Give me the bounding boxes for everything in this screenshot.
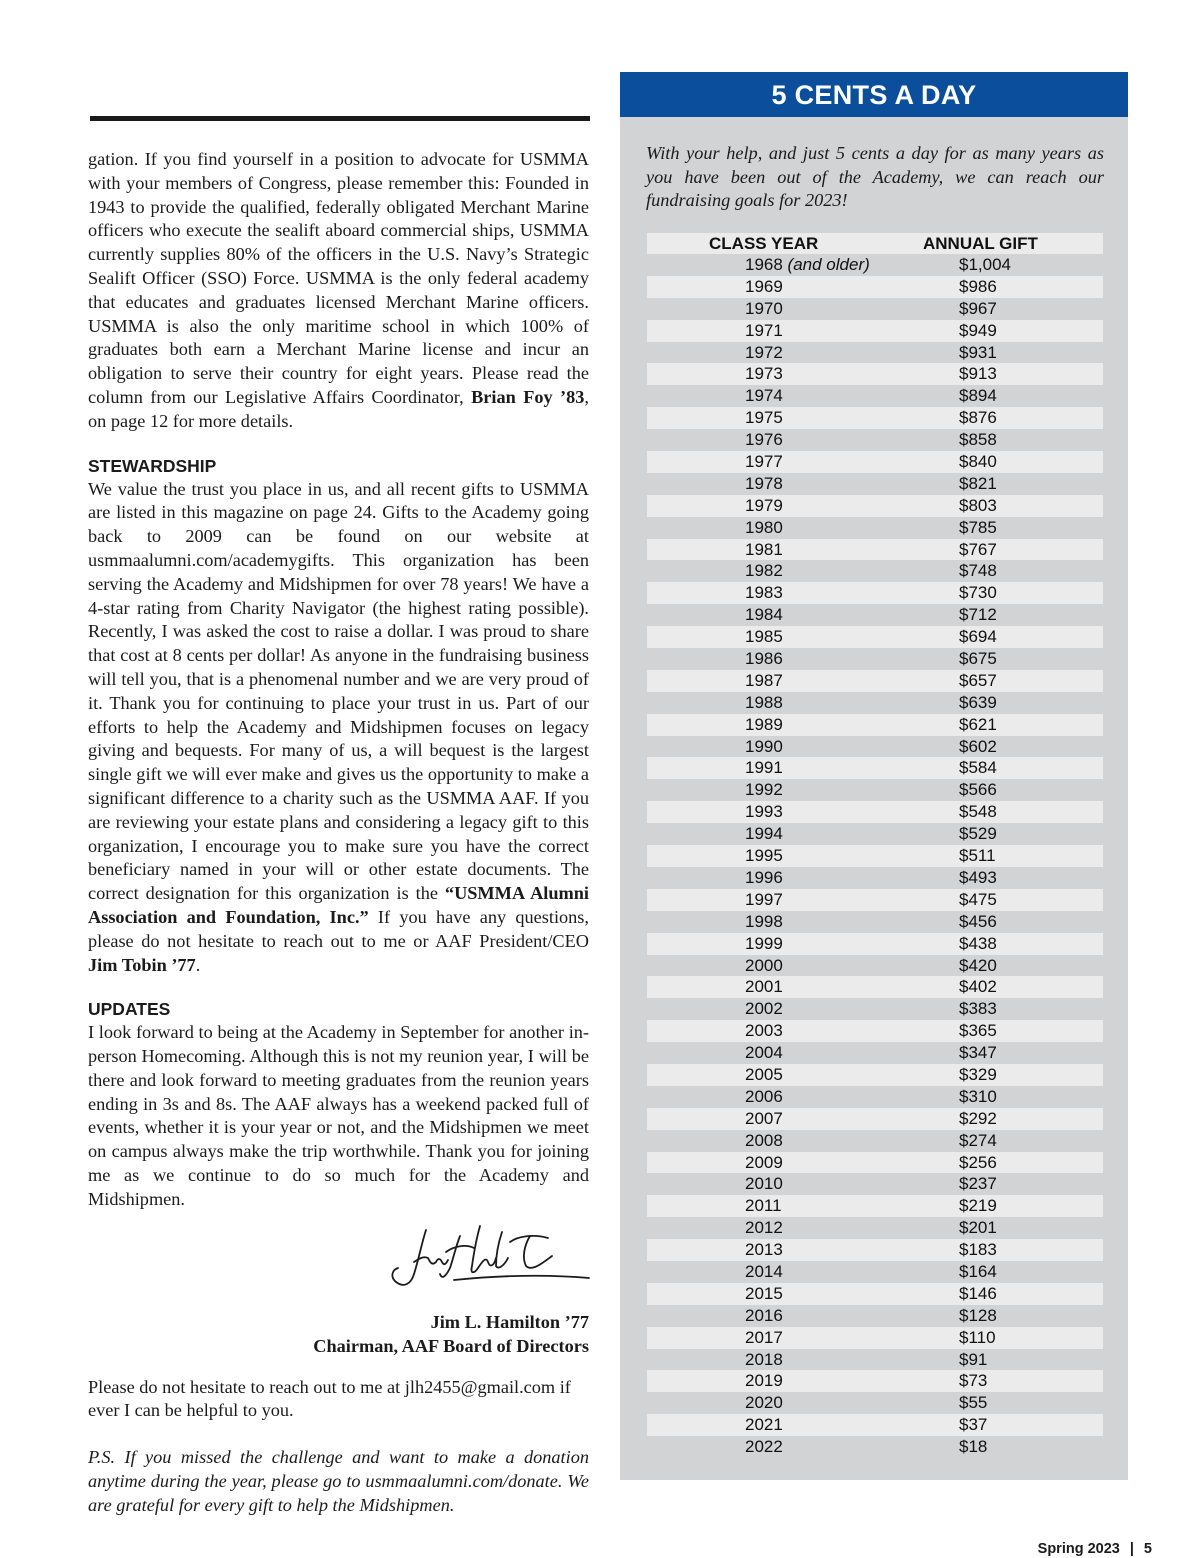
class-year-value: 1968 [745,255,783,274]
table-row [647,933,1103,955]
table-row [647,955,1103,977]
class-year-value: 1989 [745,714,783,734]
class-year-cell [745,714,783,736]
class-year-cell [745,1042,783,1064]
annual-gift-cell: $164 [959,1261,997,1281]
stewardship-paragraph [88,478,589,978]
sidebar-title: 5 CENTS A DAY [620,72,1128,117]
class-year-value: 1974 [745,386,783,406]
ps-paragraph: P.S. If you missed the challenge and want to make a donation anytime during the year, please go to usmmaalumni.com/donate. We are grateful for every gift to help the Midshipmen. [88,1447,589,1516]
annual-gift-cell: $274 [959,1130,997,1150]
table-row [647,845,1103,867]
class-year-note: (and older) [782,255,870,274]
annual-gift-cell: $420 [959,955,997,975]
annual-gift-cell: $146 [959,1283,997,1303]
annual-gift-cell: $201 [959,1218,997,1238]
class-year-cell [745,1064,783,1086]
column-header-annual-gift: ANNUAL GIFT [923,234,1038,253]
class-year-cell [745,298,783,320]
annual-gift-cell: $256 [959,1152,997,1172]
contact-paragraph: Please do not hesitate to reach out to me at jlh2455@gmail.com if ever I can be helpful to you. [88,1376,571,1421]
class-year-value: 1980 [745,517,783,537]
annual-gift-cell: $548 [959,802,997,822]
table-row [647,517,1103,539]
annual-gift-cell: $803 [959,495,997,515]
table-row [647,626,1103,648]
annual-gift-table [647,233,1103,1458]
class-year-value: 2022 [745,1437,783,1457]
annual-gift-cell: $584 [959,758,997,778]
class-year-cell [745,1327,783,1349]
table-row [647,692,1103,714]
annual-gift-cell: $438 [959,933,997,953]
class-year-cell [745,779,783,801]
table-row [647,736,1103,758]
class-year-value: 1969 [745,276,783,296]
class-year-value: 1973 [745,364,783,384]
class-year-value: 2016 [745,1305,783,1325]
table-row [647,385,1103,407]
annual-gift-cell: $858 [959,430,997,450]
annual-gift-cell: $931 [959,342,997,362]
issue-label: Spring 2023 [1037,1541,1120,1557]
annual-gift-cell: $219 [959,1196,997,1216]
class-year-value: 1986 [745,649,783,669]
annual-gift-cell: $329 [959,1064,997,1084]
class-year-value: 1978 [745,473,783,493]
text-run: If you have any questions, please do not hesitate to reach out to me or AAF President/CEO [88,906,589,951]
table-row [647,779,1103,801]
table-header-row [647,233,1103,254]
annual-gift-cell: $657 [959,670,997,690]
text-run: , on page 12 for more details. [88,386,589,431]
class-year-value: 2010 [745,1174,783,1194]
bold-text-run: Jim Tobin ’77 [88,954,196,975]
annual-gift-cell: $913 [959,364,997,384]
class-year-value: 1982 [745,561,783,581]
table-row [647,1217,1103,1239]
class-year-cell [745,757,783,779]
table-row [647,1392,1103,1414]
annual-gift-cell: $639 [959,692,997,712]
table-row [647,823,1103,845]
class-year-cell [745,1217,783,1239]
column-header-class-year: CLASS YEAR [709,234,819,253]
annual-gift-cell: $840 [959,452,997,472]
class-year-cell [745,363,783,385]
annual-gift-cell: $876 [959,408,997,428]
annual-gift-cell: $821 [959,473,997,493]
class-year-cell [745,1239,783,1261]
class-year-cell [745,1195,782,1217]
class-year-cell [745,582,783,604]
stewardship-heading: STEWARDSHIP [88,455,217,476]
updates-heading: UPDATES [88,999,171,1020]
class-year-value: 1996 [745,867,783,887]
signature-image [88,1218,589,1302]
class-year-value: 2005 [745,1064,783,1084]
class-year-cell [745,976,783,998]
class-year-value: 1972 [745,342,783,362]
class-year-value: 1976 [745,430,783,450]
class-year-cell [745,254,870,276]
class-year-cell [745,539,783,561]
class-year-cell [745,1283,783,1305]
annual-gift-cell: $110 [959,1327,996,1347]
table-row [647,801,1103,823]
class-year-value: 2011 [745,1196,782,1216]
table-row [647,342,1103,364]
class-year-value: 1984 [745,605,783,625]
top-rule [90,116,590,121]
table-row [647,1261,1103,1283]
page-folio [1038,1541,1152,1557]
class-year-value: 1995 [745,846,783,866]
table-body [647,254,1103,1458]
class-year-value: 2002 [745,999,783,1019]
table-row [647,1349,1103,1371]
class-year-cell [745,560,783,582]
class-year-cell [745,385,783,407]
annual-gift-cell: $785 [959,517,997,537]
class-year-cell [745,451,783,473]
table-row [647,1414,1103,1436]
table-row [647,1020,1103,1042]
class-year-value: 2006 [745,1086,783,1106]
class-year-cell [745,1173,783,1195]
text-run: We value the trust you place in us, and all recent gifts to USMMA are listed in this magazine on page 24. Gifts to the Academy going back to 2009 can be found on our website at usmmaalumni.com/academygifts. This organization has been serving the Academy and Midshipmen for over 78 years! We have a 4-star rating from Charity Navigator (the highest rating possible). Recently, I was asked the cost to raise a dollar. I was proud to share that cost at 8 cents per dollar! As anyone in the fundraising business will tell you, that is a phenomenal number and we are very proud of it. Thank you for continuing to place your trust in us. Part of our efforts to help the Academy and Midshipmen focuses on legacy giving and bequests. For many of us, a will bequest is the largest single gift we will ever make and gives us the opportunity to make a significant difference to a charity such as the USMMA AAF. If you are reviewing your estate plans and considering a legacy gift to this organization, I encourage you to make sure you have the correct beneficiary named in your will or other estate documents. The correct designation for this organization is the [88,478,589,904]
table-row [647,1064,1103,1086]
class-year-cell [745,845,783,867]
class-year-cell [745,867,783,889]
class-year-value: 1991 [745,758,783,778]
class-year-value: 2019 [745,1371,783,1391]
table-row [647,670,1103,692]
class-year-cell [745,1370,783,1392]
annual-gift-cell: $511 [959,846,996,866]
class-year-cell [745,473,783,495]
table-row [647,254,1103,276]
class-year-cell [745,1414,783,1436]
class-year-value: 2012 [745,1218,783,1238]
text-run: . [195,954,201,975]
class-year-value: 2020 [745,1393,783,1413]
class-year-cell [745,955,783,977]
annual-gift-cell: $73 [959,1371,988,1391]
signature-title: Chairman, AAF Board of Directors [313,1335,589,1356]
table-row [647,407,1103,429]
table-row [647,429,1103,451]
annual-gift-cell: $712 [959,605,997,625]
annual-gift-cell: $767 [959,539,997,559]
class-year-cell [745,1152,783,1174]
class-year-cell [745,626,783,648]
table-row [647,1130,1103,1152]
class-year-value: 1992 [745,780,783,800]
table-row [647,451,1103,473]
class-year-cell [745,1305,783,1327]
table-row [647,1195,1103,1217]
table-row [647,1436,1103,1458]
class-year-cell [745,429,783,451]
annual-gift-cell: $602 [959,736,997,756]
class-year-value: 2009 [745,1152,783,1172]
table-row [647,1042,1103,1064]
annual-gift-cell: $675 [959,649,997,669]
class-year-cell [745,1392,783,1414]
table-row [647,911,1103,933]
class-year-cell [745,1086,783,1108]
class-year-cell [745,823,783,845]
class-year-value: 1988 [745,692,783,712]
class-year-cell [745,517,783,539]
class-year-value: 1993 [745,802,783,822]
table-row [647,1152,1103,1174]
bold-text-run: Brian Foy ’83 [471,386,585,407]
page-number: 5 [1143,1541,1152,1557]
class-year-value: 2013 [745,1240,783,1260]
class-year-cell [745,736,783,758]
annual-gift-cell: $402 [959,977,997,997]
updates-paragraph: I look forward to being at the Academy in September for another in-person Homecoming. Although this is not my reunion year, I will be there and look forward to meeting graduates from the reunion years ending in 3s and 8s. The AAF always has a weekend packed full of events, whether it is your year or not, and the Midshipmen we meet on campus always make the trip worthwhile. Thank you for joining me as we continue to do so much for the Academy and Midshipmen. [88,1022,589,1209]
table-row [647,1173,1103,1195]
annual-gift-cell: $347 [959,1043,997,1063]
class-year-value: 1979 [745,495,783,515]
class-year-cell [745,801,783,823]
class-year-value: 1981 [745,539,783,559]
class-year-value: 2015 [745,1283,783,1303]
annual-gift-cell: $37 [959,1415,988,1435]
annual-gift-cell: $237 [959,1174,997,1194]
table-row [647,604,1103,626]
class-year-value: 1983 [745,583,783,603]
class-year-value: 2001 [745,977,783,997]
table-row [647,1239,1103,1261]
bold-text-run: “USMMA Alumni Association and Foundation, Inc.” [88,883,589,927]
class-year-cell [745,342,783,364]
annual-gift-cell: $365 [959,1021,997,1041]
class-year-cell [745,692,783,714]
annual-gift-cell: $694 [959,627,997,647]
class-year-value: 2008 [745,1130,783,1150]
class-year-value: 1975 [745,408,783,428]
class-year-cell [745,911,783,933]
annual-gift-cell: $91 [959,1349,988,1369]
class-year-cell [745,320,783,342]
table-row [647,1327,1103,1349]
table-row [647,998,1103,1020]
text-run: gation. If you find yourself in a position to advocate for USMMA with your members of Congress, please remember this: Founded in 1943 to provide the qualified, federally obligated Merchant Marine officers who execute the sealift aboard commercial ships, USMMA currently supplies 80% of the officers in the U.S. Navy’s Strategic Sealift Officer (SSO) Force. USMMA is the only federal academy that educates and graduates licensed Merchant Marine officers. USMMA is also the only maritime school in which 100% of graduates both earn a Merchant Marine license and incur an obligation to serve their country for eight years. Please read the column from our Legislative Affairs Coordinator, [88,149,589,407]
annual-gift-cell: $493 [959,867,997,887]
intro-paragraph [88,148,589,434]
table-row [647,1108,1103,1130]
table-row [647,495,1103,517]
annual-gift-cell: $621 [959,714,997,734]
class-year-cell [745,1349,783,1371]
annual-gift-cell: $967 [959,298,997,318]
annual-gift-cell: $748 [959,561,997,581]
class-year-value: 2007 [745,1108,783,1128]
class-year-value: 1985 [745,627,783,647]
annual-gift-cell: $894 [959,386,997,406]
class-year-cell [745,1130,783,1152]
class-year-cell [745,998,783,1020]
class-year-cell [745,604,783,626]
five-cents-sidebar [620,72,1128,1480]
class-year-value: 1999 [745,933,783,953]
table-row [647,976,1103,998]
table-row [647,1370,1103,1392]
class-year-value: 2004 [745,1043,783,1063]
table-row [647,473,1103,495]
table-row [647,539,1103,561]
class-year-cell [745,1108,783,1130]
annual-gift-cell: $529 [959,824,997,844]
class-year-value: 1998 [745,911,783,931]
class-year-cell [745,1261,783,1283]
table-row [647,582,1103,604]
folio-separator: | [1129,1541,1134,1557]
annual-gift-cell: $730 [959,583,997,603]
signature-block [88,1310,589,1358]
class-year-value: 2014 [745,1261,783,1281]
class-year-value: 1971 [745,320,783,340]
table-row [647,867,1103,889]
annual-gift-cell: $566 [959,780,997,800]
class-year-cell [745,889,783,911]
table-row [647,1305,1103,1327]
annual-gift-cell: $18 [959,1437,988,1457]
class-year-value: 1987 [745,670,783,690]
table-row [647,714,1103,736]
class-year-value: 2017 [745,1327,783,1347]
class-year-cell [745,1436,783,1458]
annual-gift-cell: $949 [959,320,997,340]
annual-gift-cell: $128 [959,1305,997,1325]
class-year-cell [745,495,783,517]
annual-gift-cell: $986 [959,276,997,296]
annual-gift-cell: $310 [959,1086,997,1106]
class-year-cell [745,933,783,955]
annual-gift-cell: $475 [959,889,997,909]
table-row [647,298,1103,320]
class-year-value: 2003 [745,1021,783,1041]
article-column [88,148,589,1517]
table-row [647,648,1103,670]
class-year-value: 1994 [745,824,783,844]
table-row [647,1086,1103,1108]
annual-gift-cell: $55 [959,1393,988,1413]
class-year-value: 2000 [745,955,783,975]
class-year-cell [745,407,783,429]
class-year-value: 2021 [745,1415,783,1435]
annual-gift-cell: $183 [959,1240,997,1260]
sidebar-intro: With your help, and just 5 cents a day for as many years as you have been out of the Academy, we can reach our fundraising goals for 2023! [646,143,1104,211]
class-year-value: 1977 [745,452,783,472]
table-row [647,276,1103,298]
table-row [647,363,1103,385]
class-year-cell [745,670,783,692]
table-row [647,560,1103,582]
table-row [647,889,1103,911]
class-year-value: 1990 [745,736,783,756]
annual-gift-cell: $1,004 [959,255,1011,274]
annual-gift-cell: $456 [959,911,997,931]
class-year-cell [745,276,783,298]
class-year-cell [745,648,783,670]
class-year-value: 2018 [745,1349,783,1369]
table-row [647,320,1103,342]
annual-gift-cell: $292 [959,1108,997,1128]
table-row [647,757,1103,779]
class-year-cell [745,1020,783,1042]
class-year-value: 1997 [745,889,783,909]
table-row [647,1283,1103,1305]
annual-gift-cell: $383 [959,999,997,1019]
class-year-value: 1970 [745,298,783,318]
signature-name: Jim L. Hamilton ’77 [430,1311,589,1332]
